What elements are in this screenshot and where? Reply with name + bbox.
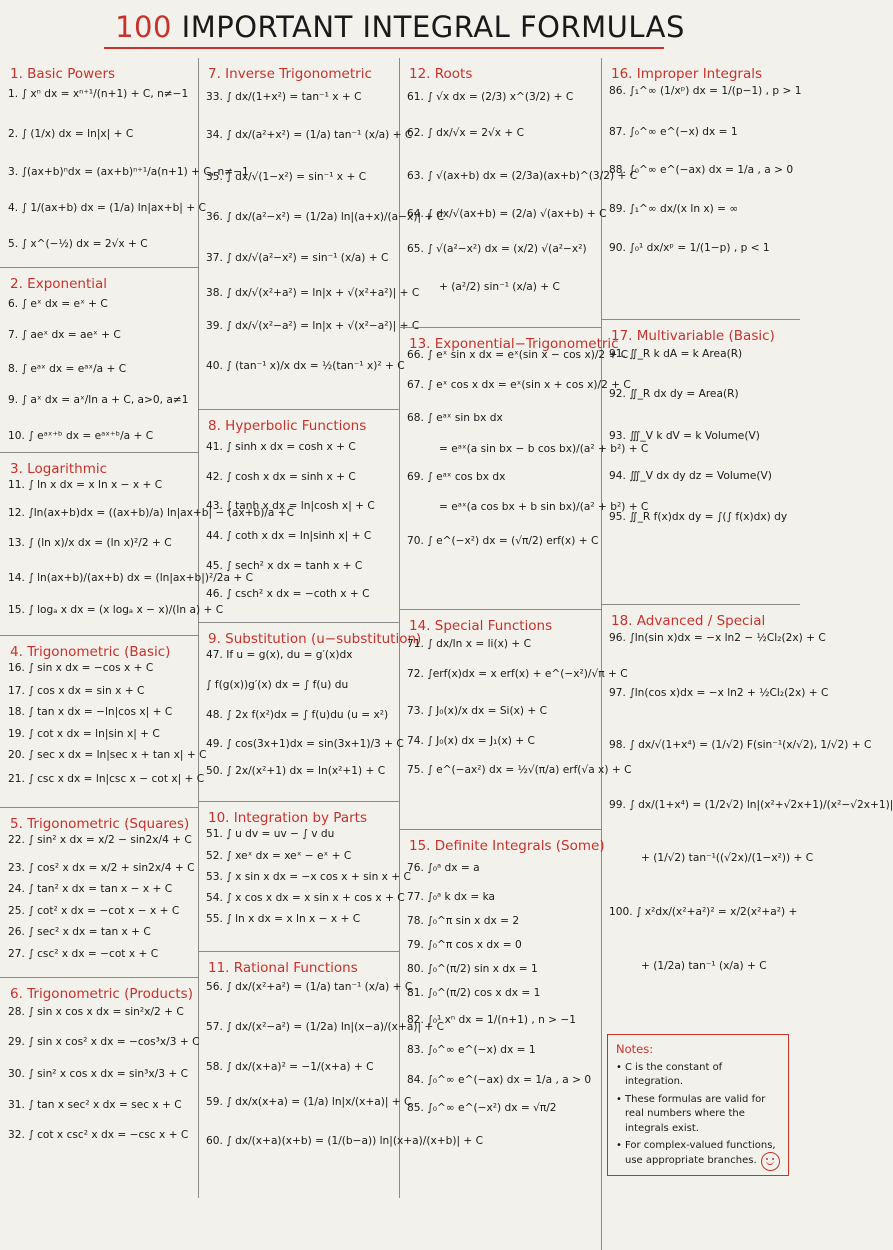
formula: 43. ∫ tanh x dx = ln|cosh x| + C bbox=[206, 500, 375, 512]
formula: 25. ∫ cot² x dx = −cot x − x + C bbox=[8, 905, 180, 917]
formula-section bbox=[0, 268, 198, 453]
formula: 97. ∫ln(cos x)dx = −x ln2 + ½Cl₂(2x) + C bbox=[609, 687, 829, 699]
section-title: 8. Hyperbolic Functions bbox=[208, 418, 367, 434]
formula: 76. ∫₀ᵃ dx = a bbox=[407, 862, 480, 874]
formula: 21. ∫ csc x dx = ln|csc x − cot x| + C bbox=[8, 773, 205, 785]
formula: 33. ∫ dx/(1+x²) = tan⁻¹ x + C bbox=[206, 91, 362, 103]
formula: 44. ∫ coth x dx = ln|sinh x| + C bbox=[206, 530, 372, 542]
formula: 88. ∫₀^∞ e^(−ax) dx = 1/a , a > 0 bbox=[609, 164, 794, 176]
note-item: • For complex-valued functions, use appropriate branches. bbox=[616, 1139, 780, 1168]
formula-section bbox=[399, 830, 605, 1250]
formula: 89. ∫₁^∞ dx/(x ln x) = ∞ bbox=[609, 203, 739, 215]
formula: 40. ∫ (tan⁻¹ x)/x dx = ½(tan⁻¹ x)² + C bbox=[206, 360, 405, 372]
formula: 62. ∫ dx/√x = 2√x + C bbox=[407, 127, 525, 139]
formula-section bbox=[601, 58, 800, 320]
formula: 23. ∫ cos² x dx = x/2 + sin2x/4 + C bbox=[8, 862, 195, 874]
formula: = eᵃˣ(a sin bx − b cos bx)/(a² + b²) + C bbox=[439, 443, 649, 455]
section-title: 10. Integration by Parts bbox=[208, 810, 367, 826]
formula: 14. ∫ ln(ax+b)/(ax+b) dx = (ln|ax+b|)²/2a + C bbox=[8, 572, 254, 584]
formula: 87. ∫₀^∞ e^(−x) dx = 1 bbox=[609, 126, 738, 138]
formula: 78. ∫₀^π sin x dx = 2 bbox=[407, 915, 520, 927]
formula: 85. ∫₀^∞ e^(−x²) dx = √π/2 bbox=[407, 1102, 557, 1114]
formula: 65. ∫ √(a²−x²) dx = (x/2) √(a²−x²) bbox=[407, 243, 587, 255]
note-item: • C is the constant of integration. bbox=[616, 1061, 780, 1090]
formula: 90. ∫₀¹ dx/xᵖ = 1/(1−p) , p < 1 bbox=[609, 242, 770, 254]
title-number: 100 bbox=[115, 10, 172, 44]
formula: 84. ∫₀^∞ e^(−ax) dx = 1/a , a > 0 bbox=[407, 1074, 592, 1086]
formula: 94. ∭_V dx dy dz = Volume(V) bbox=[609, 470, 772, 482]
section-title: 9. Substitution (u−substitution) bbox=[208, 631, 422, 647]
formula-section bbox=[601, 605, 893, 1035]
formula: 47. If u = g(x), du = g′(x)dx bbox=[206, 649, 353, 661]
formula: 16. ∫ sin x dx = −cos x + C bbox=[8, 662, 154, 674]
column-4 bbox=[601, 58, 893, 1035]
formula: 3. ∫(ax+b)ⁿdx = (ax+b)ⁿ⁺¹/a(n+1) + C, n≠−1 bbox=[8, 166, 249, 178]
section-title: 13. Exponential−Trigonometric bbox=[409, 336, 619, 352]
formula: 55. ∫ ln x dx = x ln x − x + C bbox=[206, 913, 361, 925]
section-title: 3. Logarithmic bbox=[10, 461, 108, 477]
formula: 28. ∫ sin x cos x dx = sin²x/2 + C bbox=[8, 1006, 184, 1018]
formula: 54. ∫ x cos x dx = x sin x + cos x + C bbox=[206, 892, 405, 904]
formula: 22. ∫ sin² x dx = x/2 − sin2x/4 + C bbox=[8, 834, 192, 846]
formula: 93. ∭_V k dV = k Volume(V) bbox=[609, 430, 760, 442]
formula: 81. ∫₀^(π/2) cos x dx = 1 bbox=[407, 987, 541, 999]
formula: + (1/2a) tan⁻¹ (x/a) + C bbox=[641, 960, 767, 972]
formula: 58. ∫ dx/(x+a)² = −1/(x+a) + C bbox=[206, 1061, 374, 1073]
formula: 99. ∫ dx/(1+x⁴) = (1/2√2) ln|(x²+√2x+1)/(x²−√2x+1)| bbox=[609, 799, 893, 811]
formula: + (1/√2) tan⁻¹((√2x)/(1−x²)) + C bbox=[641, 852, 814, 864]
section-title: 14. Special Functions bbox=[409, 618, 553, 634]
formula: 86. ∫₁^∞ (1/xᵖ) dx = 1/(p−1) , p > 1 bbox=[609, 85, 802, 97]
formula: 29. ∫ sin x cos² x dx = −cos³x/3 + C bbox=[8, 1036, 200, 1048]
formula: 75. ∫ e^(−ax²) dx = ½√(π/a) erf(√a x) + C bbox=[407, 764, 632, 776]
formula: 50. ∫ 2x/(x²+1) dx = ln(x²+1) + C bbox=[206, 765, 386, 777]
formula-section bbox=[601, 320, 800, 605]
formula: 30. ∫ sin² x cos x dx = sin³x/3 + C bbox=[8, 1068, 188, 1080]
page-header bbox=[0, 0, 800, 52]
formula: 8. ∫ eᵃˣ dx = eᵃˣ/a + C bbox=[8, 363, 127, 375]
formula: 74. ∫ J₀(x) dx = J₁(x) + C bbox=[407, 735, 535, 747]
section-title: 16. Improper Integrals bbox=[611, 66, 763, 82]
formula: 52. ∫ xeˣ dx = xeˣ − eˣ + C bbox=[206, 850, 352, 862]
formula: 2. ∫ (1/x) dx = ln|x| + C bbox=[8, 128, 134, 140]
formula: + (a²/2) sin⁻¹ (x/a) + C bbox=[439, 281, 560, 293]
formula-section bbox=[0, 808, 198, 978]
formula: 38. ∫ dx/√(x²+a²) = ln|x + √(x²+a²)| + C bbox=[206, 287, 420, 299]
section-title: 1. Basic Powers bbox=[10, 66, 116, 82]
section-title: 4. Trigonometric (Basic) bbox=[10, 644, 171, 660]
formula-section bbox=[399, 610, 632, 830]
formula: 53. ∫ x sin x dx = −x cos x + sin x + C bbox=[206, 871, 411, 883]
formula: 36. ∫ dx/(a²−x²) = (1/2a) ln|(a+x)/(a−x)| + C bbox=[206, 211, 445, 223]
formula: 41. ∫ sinh x dx = cosh x + C bbox=[206, 441, 356, 453]
formula-section bbox=[198, 623, 422, 802]
formula: 20. ∫ sec x dx = ln|sec x + tan x| + C bbox=[8, 749, 207, 761]
formula: 24. ∫ tan² x dx = tan x − x + C bbox=[8, 883, 173, 895]
title-underline bbox=[104, 47, 664, 49]
formula: 15. ∫ logₐ x dx = (x logₐ x − x)/(ln a) + C bbox=[8, 604, 224, 616]
formula: 39. ∫ dx/√(x²−a²) = ln|x + √(x²−a²)| + C bbox=[206, 320, 420, 332]
formula: 4. ∫ 1/(ax+b) dx = (1/a) ln|ax+b| + C bbox=[8, 202, 206, 214]
note-item: • These formulas are valid for real numbers where the integrals exist. bbox=[616, 1093, 780, 1137]
formula: 79. ∫₀^π cos x dx = 0 bbox=[407, 939, 522, 951]
formula: 63. ∫ √(ax+b) dx = (2/3a)(ax+b)^(3/2) + C bbox=[407, 170, 638, 182]
formula: 68. ∫ eᵃˣ sin bx dx bbox=[407, 412, 503, 424]
formula: 45. ∫ sech² x dx = tanh x + C bbox=[206, 560, 363, 572]
notes-box bbox=[607, 1034, 789, 1176]
formula: 32. ∫ cot x csc² x dx = −csc x + C bbox=[8, 1129, 189, 1141]
formula: 64. ∫ dx/√(ax+b) = (2/a) √(ax+b) + C bbox=[407, 208, 607, 220]
section-title: 7. Inverse Trigonometric bbox=[208, 66, 372, 82]
section-title: 17. Multivariable (Basic) bbox=[611, 328, 775, 344]
formula: 72. ∫erf(x)dx = x erf(x) + e^(−x²)/√π + C bbox=[407, 668, 628, 680]
formula: 60. ∫ dx/(x+a)(x+b) = (1/(b−a)) ln|(x+a)/(x+b)| + C bbox=[206, 1135, 484, 1147]
formula: 6. ∫ eˣ dx = eˣ + C bbox=[8, 298, 108, 310]
formula: 59. ∫ dx/x(x+a) = (1/a) ln|x/(x+a)| + C bbox=[206, 1096, 412, 1108]
formula: 83. ∫₀^∞ e^(−x) dx = 1 bbox=[407, 1044, 536, 1056]
formula: 98. ∫ dx/√(1+x⁴) = (1/√2) F(sin⁻¹(x/√2), 1/√2) + C bbox=[609, 739, 872, 751]
formula: 92. ∬_R dx dy = Area(R) bbox=[609, 388, 739, 400]
formula: 42. ∫ cosh x dx = sinh x + C bbox=[206, 471, 356, 483]
formula: 35. ∫ dx/√(1−x²) = sin⁻¹ x + C bbox=[206, 171, 367, 183]
formula: 73. ∫ J₀(x)/x dx = Si(x) + C bbox=[407, 705, 548, 717]
formula: 10. ∫ eᵃˣ⁺ᵇ dx = eᵃˣ⁺ᵇ/a + C bbox=[8, 430, 154, 442]
formula: = eᵃˣ(a cos bx + b sin bx)/(a² + b²) + C bbox=[439, 501, 649, 513]
section-title: 5. Trigonometric (Squares) bbox=[10, 816, 190, 832]
formula: 96. ∫ln(sin x)dx = −x ln2 − ½Cl₂(2x) + C bbox=[609, 632, 826, 644]
formula: 95. ∬_R f(x)dx dy = ∫(∫ f(x)dx) dy bbox=[609, 511, 788, 523]
formula: 66. ∫ eˣ sin x dx = eˣ(sin x − cos x)/2 + C bbox=[407, 349, 629, 361]
formula: 26. ∫ sec² x dx = tan x + C bbox=[8, 926, 151, 938]
formula: 18. ∫ tan x dx = −ln|cos x| + C bbox=[8, 706, 173, 718]
formula: 27. ∫ csc² x dx = −cot x + C bbox=[8, 948, 159, 960]
formula-section bbox=[198, 410, 399, 623]
formula: 71. ∫ dx/ln x = li(x) + C bbox=[407, 638, 532, 650]
formula: 69. ∫ eᵃˣ cos bx dx bbox=[407, 471, 506, 483]
formula: 12. ∫ln(ax+b)dx = ((ax+b)/a) ln|ax+b| − (ax+b)/a +C bbox=[8, 507, 295, 519]
formula: 80. ∫₀^(π/2) sin x dx = 1 bbox=[407, 963, 538, 975]
section-title: 12. Roots bbox=[409, 66, 473, 82]
formula: 67. ∫ eˣ cos x dx = eˣ(sin x + cos x)/2 + C bbox=[407, 379, 631, 391]
smiley-icon bbox=[761, 1152, 780, 1171]
formula: 56. ∫ dx/(x²+a²) = (1/a) tan⁻¹ (x/a) + C bbox=[206, 981, 413, 993]
formula-section bbox=[399, 58, 638, 328]
formula: 49. ∫ cos(3x+1)dx = sin(3x+1)/3 + C bbox=[206, 738, 404, 750]
formula: 82. ∫₀¹ xⁿ dx = 1/(n+1) , n > −1 bbox=[407, 1014, 577, 1026]
formula: 46. ∫ csch² x dx = −coth x + C bbox=[206, 588, 370, 600]
formula-section bbox=[0, 636, 207, 808]
formula: 31. ∫ tan x sec² x dx = sec x + C bbox=[8, 1099, 182, 1111]
formula: 34. ∫ dx/(a²+x²) = (1/a) tan⁻¹ (x/a) + C bbox=[206, 129, 413, 141]
section-title: 11. Rational Functions bbox=[208, 960, 358, 976]
formula: 17. ∫ cos x dx = sin x + C bbox=[8, 685, 145, 697]
formula: 1. ∫ xⁿ dx = xⁿ⁺¹/(n+1) + C, n≠−1 bbox=[8, 88, 189, 100]
formula: 70. ∫ e^(−x²) dx = (√π/2) erf(x) + C bbox=[407, 535, 599, 547]
formula: 37. ∫ dx/√(a²−x²) = sin⁻¹ (x/a) + C bbox=[206, 252, 389, 264]
section-title: 18. Advanced / Special bbox=[611, 613, 766, 629]
section-title: 6. Trigonometric (Products) bbox=[10, 986, 193, 1002]
formula: 61. ∫ √x dx = (2/3) x^(3/2) + C bbox=[407, 91, 574, 103]
formula-section bbox=[399, 328, 649, 610]
formula: 91. ∬_R k dA = k Area(R) bbox=[609, 348, 743, 360]
formula: 5. ∫ x^(−½) dx = 2√x + C bbox=[8, 238, 148, 250]
formula: 48. ∫ 2x f(x²)dx = ∫ f(u)du (u = x²) bbox=[206, 709, 389, 721]
formula-section bbox=[0, 978, 198, 1198]
formula: 100. ∫ x²dx/(x²+a²)² = x/2(x²+a²) + bbox=[609, 906, 798, 918]
formula-section bbox=[0, 58, 249, 268]
title-text: IMPORTANT INTEGRAL FORMULAS bbox=[181, 10, 685, 44]
formula: 57. ∫ dx/(x²−a²) = (1/2a) ln|(x−a)/(x+a)| + C bbox=[206, 1021, 445, 1033]
formula: 9. ∫ aˣ dx = aˣ/ln a + C, a>0, a≠1 bbox=[8, 394, 189, 406]
page-title bbox=[0, 0, 800, 44]
formula: 51. ∫ u dv = uv − ∫ v du bbox=[206, 828, 335, 840]
formula: 7. ∫ aeˣ dx = aeˣ + C bbox=[8, 329, 121, 341]
formula: 13. ∫ (ln x)/x dx = (ln x)²/2 + C bbox=[8, 537, 172, 549]
formula-section bbox=[198, 802, 411, 952]
formula: 19. ∫ cot x dx = ln|sin x| + C bbox=[8, 728, 160, 740]
notes-title: Notes: bbox=[616, 1042, 654, 1056]
formula: 11. ∫ ln x dx = x ln x − x + C bbox=[8, 479, 163, 491]
section-title: 15. Definite Integrals (Some) bbox=[409, 838, 605, 854]
formula: 77. ∫₀ᵃ k dx = ka bbox=[407, 891, 496, 903]
formula: ∫ f(g(x))g′(x) dx = ∫ f(u) du bbox=[206, 679, 349, 691]
section-title: 2. Exponential bbox=[10, 276, 108, 292]
